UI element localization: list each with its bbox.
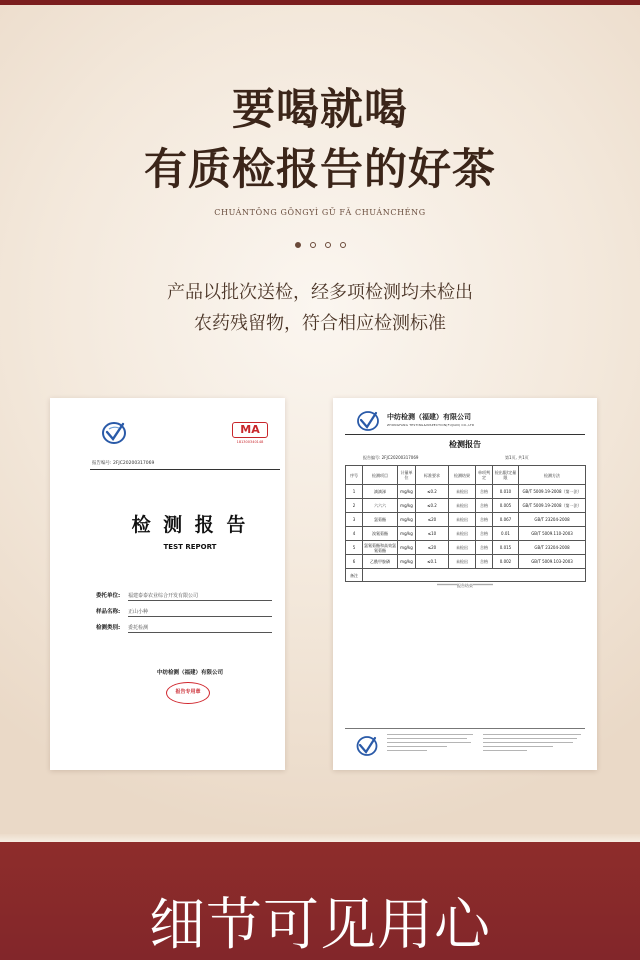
- table-remark-value: [363, 569, 586, 582]
- table-cell: 4: [346, 527, 363, 541]
- table-cell: 1: [346, 485, 363, 499]
- ma-certification-icon: MA: [232, 422, 268, 438]
- ma-code: 181300340148: [236, 440, 264, 444]
- table-cell: ≤0.1: [416, 555, 449, 569]
- table-cell: 0.010: [493, 485, 519, 499]
- section-divider: [0, 834, 640, 842]
- table-cell: ≤20: [416, 513, 449, 527]
- table-cell: GB/T 23204-2008: [519, 541, 586, 555]
- table-remark-label: 备注: [346, 569, 363, 582]
- table-cell: GB/T 5009.19-2008（第一法）: [519, 499, 586, 513]
- table-cell: 6: [346, 555, 363, 569]
- field-sample: [96, 606, 272, 618]
- table-cell: 未检出: [449, 541, 476, 555]
- table-header-cell: 计量单位: [398, 466, 416, 485]
- table-cell: 未检出: [449, 485, 476, 499]
- report-number: 报告编号: 2FJC20200317069: [363, 455, 419, 460]
- official-stamp: 报告专用章: [166, 682, 210, 704]
- testing-center-logo-icon: [100, 420, 128, 446]
- carousel-dot[interactable]: [310, 242, 316, 248]
- table-cell: mg/kg: [398, 541, 416, 555]
- company-name-cn: 中纺检测（福建）有限公司: [387, 413, 471, 421]
- table-cell: GB/T 5009.110-2003: [519, 527, 586, 541]
- table-cell: 六六六: [363, 499, 398, 513]
- table-header-cell: 检测方法: [519, 466, 586, 485]
- table-cell: 未检出: [449, 499, 476, 513]
- description-line1: 产品以批次送检，经多项检测均未检出: [167, 282, 473, 303]
- report-title: 检测报告: [449, 440, 481, 449]
- results-table: [345, 465, 586, 582]
- pinyin-subtitle: CHUÁNTǑNG GŌNGYÌ GǓ FǍ CHUÁNCHÉNG: [214, 208, 426, 217]
- table-cell: 合格: [476, 555, 493, 569]
- table-row: [346, 485, 586, 499]
- table-cell: 合格: [476, 541, 493, 555]
- table-cell: GB/T 5009.19-2008（第一法）: [519, 485, 586, 499]
- field-label: 检测类别:: [96, 625, 121, 631]
- divider: [90, 469, 280, 470]
- table-cell: 合格: [476, 527, 493, 541]
- footer-fine-print-en: [483, 734, 583, 758]
- table-row: [346, 513, 586, 527]
- table-cell: ≤0.2: [416, 499, 449, 513]
- table-cell: mg/kg: [398, 485, 416, 499]
- footer-divider: [345, 728, 585, 729]
- report-end-note: **********报告结束**********: [437, 583, 493, 588]
- carousel-dot[interactable]: [325, 242, 331, 248]
- issuer-name: 中纺检测（福建）有限公司: [156, 670, 223, 676]
- table-header-cell: 检出限/定量限: [493, 466, 519, 485]
- table-cell: mg/kg: [398, 513, 416, 527]
- report-subtitle: TEST REPORT: [163, 543, 217, 551]
- top-band: [0, 0, 640, 5]
- table-header-cell: 检测项目: [363, 466, 398, 485]
- field-value: 福建泰泰农业综合开发有限公司: [128, 592, 272, 601]
- table-cell: mg/kg: [398, 555, 416, 569]
- carousel-dots: [0, 242, 640, 250]
- table-cell: mg/kg: [398, 527, 416, 541]
- headline-line2: 有质检报告的好茶: [144, 145, 496, 195]
- carousel-dot[interactable]: [340, 242, 346, 248]
- table-cell: 合格: [476, 499, 493, 513]
- table-cell: ≤10: [416, 527, 449, 541]
- carousel-dot[interactable]: [295, 242, 301, 248]
- table-cell: 合格: [476, 485, 493, 499]
- footer-fine-print-cn: [387, 734, 475, 758]
- table-cell: 乙酰甲胺磷: [363, 555, 398, 569]
- company-name-en: ZHONGFANG TESTING&INSPECTION(FUJIAN) CO.,LTD: [387, 423, 475, 427]
- table-row: [346, 541, 586, 555]
- report-title: 检 测 报 告: [131, 514, 249, 536]
- report-results-image: [333, 398, 597, 770]
- table-cell: 合格: [476, 513, 493, 527]
- table-cell: 未检出: [449, 513, 476, 527]
- report-cover-image: [50, 398, 285, 770]
- headline-line1: 要喝就喝: [232, 85, 408, 135]
- table-cell: 0.067: [493, 513, 519, 527]
- table-cell: GB/T 23204-2008: [519, 513, 586, 527]
- field-label: 委托单位:: [96, 593, 121, 599]
- table-cell: 氯氰菊酯和高效氯氰菊酯: [364, 542, 396, 553]
- table-cell: 0.01: [493, 527, 519, 541]
- report-number: 报告编号: 2FJC20200317069: [92, 461, 155, 466]
- table-header-row: [346, 466, 586, 485]
- table-cell: ≤20: [416, 541, 449, 555]
- divider: [345, 434, 585, 435]
- table-header-cell: 单项判定: [476, 466, 493, 485]
- table-cell: 3: [346, 513, 363, 527]
- table-cell: 0.005: [493, 499, 519, 513]
- company-logo-icon: [355, 410, 381, 432]
- table-cell: 溴氰菊酯: [363, 527, 398, 541]
- field-client: [96, 590, 272, 602]
- table-header-cell: 检测结果: [449, 466, 476, 485]
- field-category: [96, 622, 272, 634]
- results-table-body: [346, 466, 586, 582]
- table-cell: 2: [346, 499, 363, 513]
- table-row: [346, 555, 586, 569]
- field-value: 正山小种: [128, 608, 272, 617]
- table-header-cell: 标准要求: [416, 466, 449, 485]
- table-row: [346, 499, 586, 513]
- table-cell: 未检出: [449, 555, 476, 569]
- field-value: 委托检测: [128, 624, 272, 633]
- table-cell: 滴滴涕: [363, 485, 398, 499]
- table-row: [346, 527, 586, 541]
- field-label: 样品名称:: [96, 609, 121, 615]
- table-remark-row: [346, 569, 586, 582]
- table-header-cell: 序号: [346, 466, 363, 485]
- table-cell: mg/kg: [398, 499, 416, 513]
- section-title: 细节可见用心: [149, 893, 491, 958]
- table-cell: 0.002: [493, 555, 519, 569]
- footer-logo-icon: [355, 735, 379, 757]
- table-cell: GB/T 5009.103-2003: [519, 555, 586, 569]
- table-cell: 0.015: [493, 541, 519, 555]
- table-cell: 5: [346, 541, 363, 555]
- table-cell: 氯菊酯: [363, 513, 398, 527]
- page-indicator: 第1页, 共1页: [505, 455, 529, 460]
- table-cell: ≤0.2: [416, 485, 449, 499]
- description-line2: 农药残留物，符合相应检测标准: [194, 313, 446, 334]
- table-cell: 未检出: [449, 527, 476, 541]
